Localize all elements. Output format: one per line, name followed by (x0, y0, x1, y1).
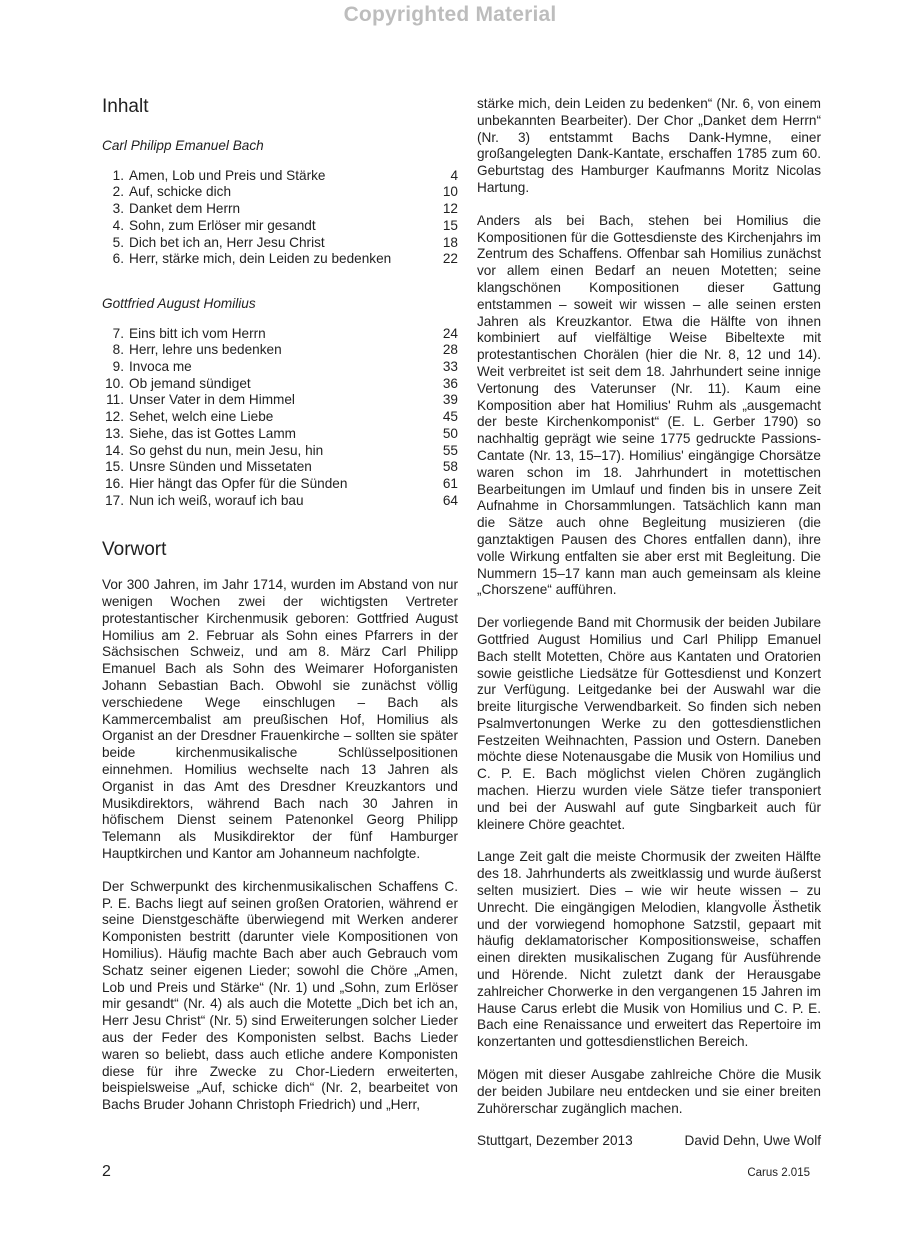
toc-heading: Inhalt (102, 96, 149, 117)
vorwort-heading: Vorwort (102, 539, 167, 561)
vorwort-left-text (102, 577, 458, 1114)
toc-entry-title: Nun ich weiß, worauf ich bau (129, 492, 304, 508)
toc-entry-title: Auf, schicke dich (129, 184, 231, 200)
toc-entry (102, 443, 458, 460)
vorwort-paragraph: Lange Zeit galt die meiste Chormusik der zweiten Hälfte des 18. Jahrhunderts als zweitklassig und wurde äußerst selten musiziert. Dies – wie wir heute wissen – zu Unrecht. Die eingängigen Melodien, klangvolle Ästhetik und der vorwiegend homophone Satzstil, gepaart mit häufig deklamatorischer Kompositionsweise, schaffen einen direkten musikalischen Zugang für Ausführende und Hörende. Nicht zuletzt dank der Herausgabe zahlreicher Chorwerke in den vergangenen 15 Jahren im Hause Carus erlebt die Musik von Homilius und C. P. E. Bach eine Renaissance und erweitert das Repertoire im konzertanten und gottesdienstlichen Bereich. (477, 849, 821, 1050)
catalog-number: Carus 2.015 (747, 1167, 810, 1179)
toc-entry-page: 55 (442, 442, 458, 458)
vorwort-paragraph: Mögen mit dieser Ausgabe zahlreiche Chöre die Musik der beiden Jubilare neu entdecken und sie einer breiten Zuhörerschar zugänglich machen. (477, 1067, 821, 1116)
vorwort-paragraph: Anders als bei Bach, stehen bei Homilius die Kompositionen für die Gottesdienste des Kirchenjahrs im Zentrum des Schaffens. Offenbar sah Homilius zunächst vor allem einen Bedarf an neuen Motetten; seine klangschönen Kompositionen dieser Gattung entstammen – soweit wir wissen – alle seinen ersten Jahren als Kreuzkantor. Etwa die Hälfte von ihnen kombiniert auf vielfältige Weise Bibeltexte mit protestantischen Chorälen (hier die Nr. 8, 12 und 14). Weit verbreitet ist seit dem 18. Jahrhundert seine innige Vertonung des Vaterunser (Nr. 11). Kaum eine Komposition aber hat Homilius' Ruhm als „ausgemacht der beste Kirchenkomponist“ (E. L. Gerber 1790) so nachhaltig geprägt wie seine 1775 gedruckte Passions-Cantate (Nr. 13, 15–17). Homilius' eingängige Chorsätze waren schon im 18. Jahrhundert in motettischen Bearbeitungen im Umlauf und finden bis in unsere Zeit Aufnahme in Chorsammlungen. Tatsächlich kann man die Sätze auch ohne Begleitung musizieren (die ganztaktigen Pausen des Chores entfallen dann), ihre volle Wirkung entfalten sie aber erst mit Begleitung. Die Nummern 15–17 kann man auch gemeinsam als kleine „Chorszene“ aufführen. (477, 212, 821, 598)
toc-container (102, 138, 458, 509)
toc-entry-number: 14. (105, 442, 124, 458)
toc-entry-number: 9. (112, 359, 124, 375)
toc-entry-number: 11. (106, 392, 124, 408)
toc-entry (102, 326, 458, 343)
toc-entry-number: 1. (112, 167, 124, 183)
page-number: 2 (102, 1163, 111, 1180)
toc-entry-page: 24 (442, 325, 458, 341)
copyright-watermark: Copyrighted Material (343, 3, 557, 26)
toc-entry-title: Siehe, das ist Gottes Lamm (129, 425, 296, 441)
toc-entry-page: 50 (442, 425, 458, 441)
toc-entry-page: 33 (442, 359, 458, 375)
toc-entry (102, 409, 458, 426)
toc-entry-number: 12. (105, 409, 124, 425)
toc-entry-title: Herr, lehre uns bedenken (129, 342, 282, 358)
toc-entry (102, 218, 458, 235)
composer-name: Carl Philipp Emanuel Bach (102, 138, 264, 153)
toc-entry (102, 459, 458, 476)
toc-entry-page: 4 (450, 167, 458, 183)
toc-entry (102, 426, 458, 443)
toc-entry (102, 476, 458, 493)
toc-entry-title: Sohn, zum Erlöser mir gesandt (129, 217, 316, 233)
toc-entry-title: Danket dem Herrn (129, 201, 241, 217)
toc-entry-page: 58 (442, 459, 458, 475)
toc-list (102, 326, 458, 510)
toc-entry-title: Hier hängt das Opfer für die Sünden (129, 475, 348, 491)
left-column (102, 96, 458, 1130)
toc-entry-page: 12 (442, 201, 458, 217)
vorwort-paragraph: Der vorliegende Band mit Chormusik der beiden Jubilare Gottfried August Homilius und Carl Philipp Emanuel Bach stellt Motetten, Chöre aus Kantaten und Oratorien sowie geistliche Liedsätze für Gottesdienst und Konzert zur Verfügung. Leitgedanke bei der Auswahl war die breite liturgische Verwendbarkeit. So finden sich neben Psalmvertonungen Werke zu den gottesdienstlichen Festzeiten Weihnachten, Passion und Ostern. Daneben möchte diese Notenausgabe die Musik von Homilius und C. P. E. Bach möglichst vielen Chören zugänglich machen. Hierzu wurden viele Sätze tiefer transponiert und bei der Auswahl auf gute Singbarkeit auch für kleinere Chöre geachtet. (477, 615, 821, 832)
toc-entry (102, 251, 458, 268)
toc-entry-number: 13. (105, 425, 124, 441)
toc-entry-page: 36 (442, 375, 458, 391)
toc-entry (102, 235, 458, 252)
toc-entry-number: 4. (112, 217, 124, 233)
toc-entry (102, 184, 458, 201)
toc-entry-title: Sehet, welch eine Liebe (129, 409, 274, 425)
toc-entry-number: 5. (112, 234, 124, 250)
toc-entry-number: 10. (105, 375, 124, 391)
toc-entry-title: Unsre Sünden und Missetaten (129, 459, 312, 475)
vorwort-paragraph: stärke mich, dein Leiden zu bedenken“ (Nr. 6, von einem unbekannten Bearbeiter). Der Chor „Danket dem Herrn“ (Nr. 3) entstammt Bachs Dank-Hymne, einer großangelegten Dank-Kantate, erschaffen 1785 zum 60. Geburtstag des Hamburger Kaufmanns Moritz Nicolas Hartung. (477, 96, 821, 195)
vorwort-paragraph: Der Schwerpunkt des kirchenmusikalischen Schaffens C. P. E. Bachs liegt auf seinen großen Oratorien, während er seine Dienstgeschäfte überwiegend mit Werken anderer Komponisten bestritt (darunter viele Kompositionen von Homilius). Häufig machte Bach aber auch Gebrauch vom Schatz seiner eigenen Lieder; sowohl die Chöre „Amen, Lob und Preis und Stärke“ (Nr. 1) und „Sohn, zum Erlöser mir gesandt“ (Nr. 4) als auch die Motette „Dich bet ich an, Herr Jesu Christ“ (Nr. 5) sind Erweiterungen solcher Lieder aus der Feder des Komponisten selbst. Bachs Lieder waren so beliebt, dass auch etliche andere Komponisten diese für ihre Zwecke zu Chor-Liedern erweiterten, beispielsweise „Auf, schicke dich“ (Nr. 2, bearbeitet von Bachs Bruder Johann Christoph Friedrich) und „Herr, (102, 878, 458, 1113)
toc-entry-title: Invoca me (129, 359, 192, 375)
toc-entry-title: So gehst du nun, mein Jesu, hin (129, 442, 324, 458)
toc-entry-number: 16. (105, 475, 124, 491)
toc-entry-title: Dich bet ich an, Herr Jesu Christ (129, 234, 325, 250)
toc-entry-number: 17. (105, 492, 124, 508)
toc-entry-page: 61 (442, 475, 458, 491)
toc-entry-page: 22 (442, 251, 458, 267)
toc-entry-title: Eins bitt ich vom Herrn (129, 325, 266, 341)
right-column (477, 96, 821, 1150)
toc-entry-page: 45 (442, 409, 458, 425)
toc-entry-number: 6. (112, 251, 124, 267)
toc-entry-page: 39 (442, 392, 458, 408)
toc-entry-number: 15. (105, 459, 124, 475)
toc-list (102, 168, 458, 268)
toc-entry-title: Unser Vater in dem Himmel (129, 392, 295, 408)
toc-entry-page: 28 (442, 342, 458, 358)
toc-entry (102, 493, 458, 510)
toc-entry-title: Amen, Lob und Preis und Stärke (129, 167, 326, 183)
toc-entry (102, 359, 458, 376)
vorwort-paragraph: Vor 300 Jahren, im Jahr 1714, wurden im Abstand von nur wenigen Wochen zwei der wichtigsten Vertreter protestantischer Kirchenmusik geboren: Gottfried August Homilius am 2. Februar als Sohn eines Pfarrers in der Sächsischen Schweiz, und am 8. März Carl Philipp Emanuel Bach als Sohn des Weimarer Hoforganisten Johann Sebastian Bach. Obwohl sie zunächst völlig verschiedene Wege einschlugen – Bach als Kammercembalist am preußischen Hof, Homilius als Organist an der Dresdner Frauenkirche – sollten sie später beide kirchenmusikalische Schlüsselpositionen einnehmen. Homilius wechselte nach 13 Jahren als Organist in das Amt des Dresdner Kreuzkantors und Musikdirektors, während Bach nach 30 Jahren in höfischem Dienst seinem Patenonkel Georg Philipp Telemann als Musikdirektor der fünf Hamburger Hauptkirchen und Kantor am Johanneum nachfolgte. (102, 577, 458, 862)
toc-entry-title: Herr, stärke mich, dein Leiden zu bedenken (129, 251, 392, 267)
toc-entry-page: 64 (442, 492, 458, 508)
toc-entry (102, 392, 458, 409)
composer-name: Gottfried August Homilius (102, 295, 256, 311)
vorwort-right-text (477, 96, 821, 1117)
toc-entry-number: 7. (112, 325, 124, 341)
place-date: Stuttgart, Dezember 2013 (477, 1133, 633, 1149)
signature-line (477, 1133, 821, 1150)
toc-entry (102, 376, 458, 393)
toc-entry-page: 15 (442, 217, 458, 233)
toc-entry (102, 342, 458, 359)
toc-entry-page: 18 (442, 234, 458, 250)
toc-entry (102, 201, 458, 218)
toc-entry-page: 10 (442, 184, 458, 200)
toc-entry-number: 2. (112, 184, 124, 200)
toc-entry (102, 168, 458, 185)
toc-entry-number: 8. (112, 342, 124, 358)
toc-entry-number: 3. (112, 201, 124, 217)
toc-entry-title: Ob jemand sündiget (129, 375, 251, 391)
authors: David Dehn, Uwe Wolf (684, 1133, 821, 1149)
